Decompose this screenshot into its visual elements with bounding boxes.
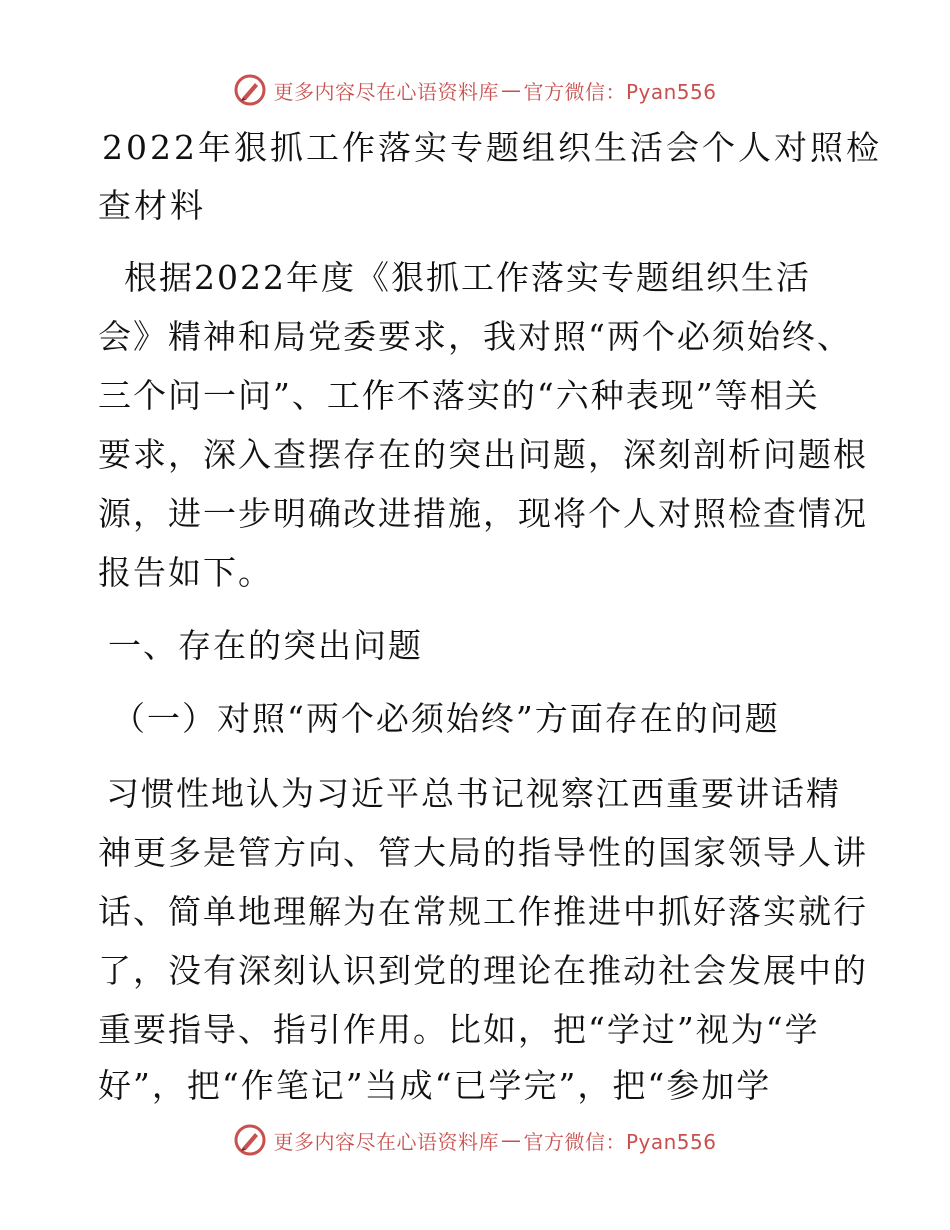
intro-line-5: 源，进一步明确改进措施，现将个人对照检查情况 (98, 494, 868, 533)
intro-line-3: 三个问一问”、工作不落实的“六种表现”等相关 (98, 376, 820, 415)
document-title-line-1: 2022年狠抓工作落实专题组织生活会个人对照检 (102, 128, 882, 167)
watermark-contact: 官方微信：Pyan556 (523, 79, 717, 104)
footer-watermark (0, 1120, 950, 1160)
watermark-text: 更多内容尽在心语资料库 (273, 79, 499, 104)
header-watermark (0, 70, 950, 110)
document-title-line-2: 查材料 (98, 186, 206, 225)
body-line-4: 了，没有深刻认识到党的理论在推动社会发展中的 (98, 951, 868, 990)
body-line-1: 习惯性地认为习近平总书记视察江西重要讲话精 (106, 774, 841, 813)
section-heading: 一、存在的突出问题 (108, 626, 423, 665)
watermark-dash: — (500, 1128, 522, 1152)
body-line-5: 重要指导、指引作用。比如，把“学过”视为“学 (98, 1010, 820, 1049)
body-line-6: 好”，把“作笔记”当成“已学完”，把“参加学 (98, 1066, 772, 1105)
subsection-heading: （一）对照“两个必须始终”方面存在的问题 (112, 699, 780, 738)
intro-line-6: 报告如下。 (98, 553, 273, 592)
body-line-3: 话、简单地理解为在常规工作推进中抓好落实就行 (98, 892, 868, 931)
watermark-dash: — (500, 78, 522, 102)
watermark-contact: 官方微信：Pyan556 (523, 1129, 717, 1154)
intro-line-1: 根据2022年度《狠抓工作落实专题组织生活 (124, 258, 811, 297)
pen-logo-icon (233, 1123, 267, 1157)
intro-line-2: 会》精神和局党委要求，我对照“两个必须始终、 (98, 317, 852, 356)
pen-logo-icon (233, 73, 267, 107)
body-line-2: 神更多是管方向、管大局的指导性的国家领导人讲 (98, 833, 868, 872)
watermark-text: 更多内容尽在心语资料库 (273, 1129, 499, 1154)
intro-line-4: 要求，深入查摆存在的突出问题，深刻剖析问题根 (98, 435, 868, 474)
